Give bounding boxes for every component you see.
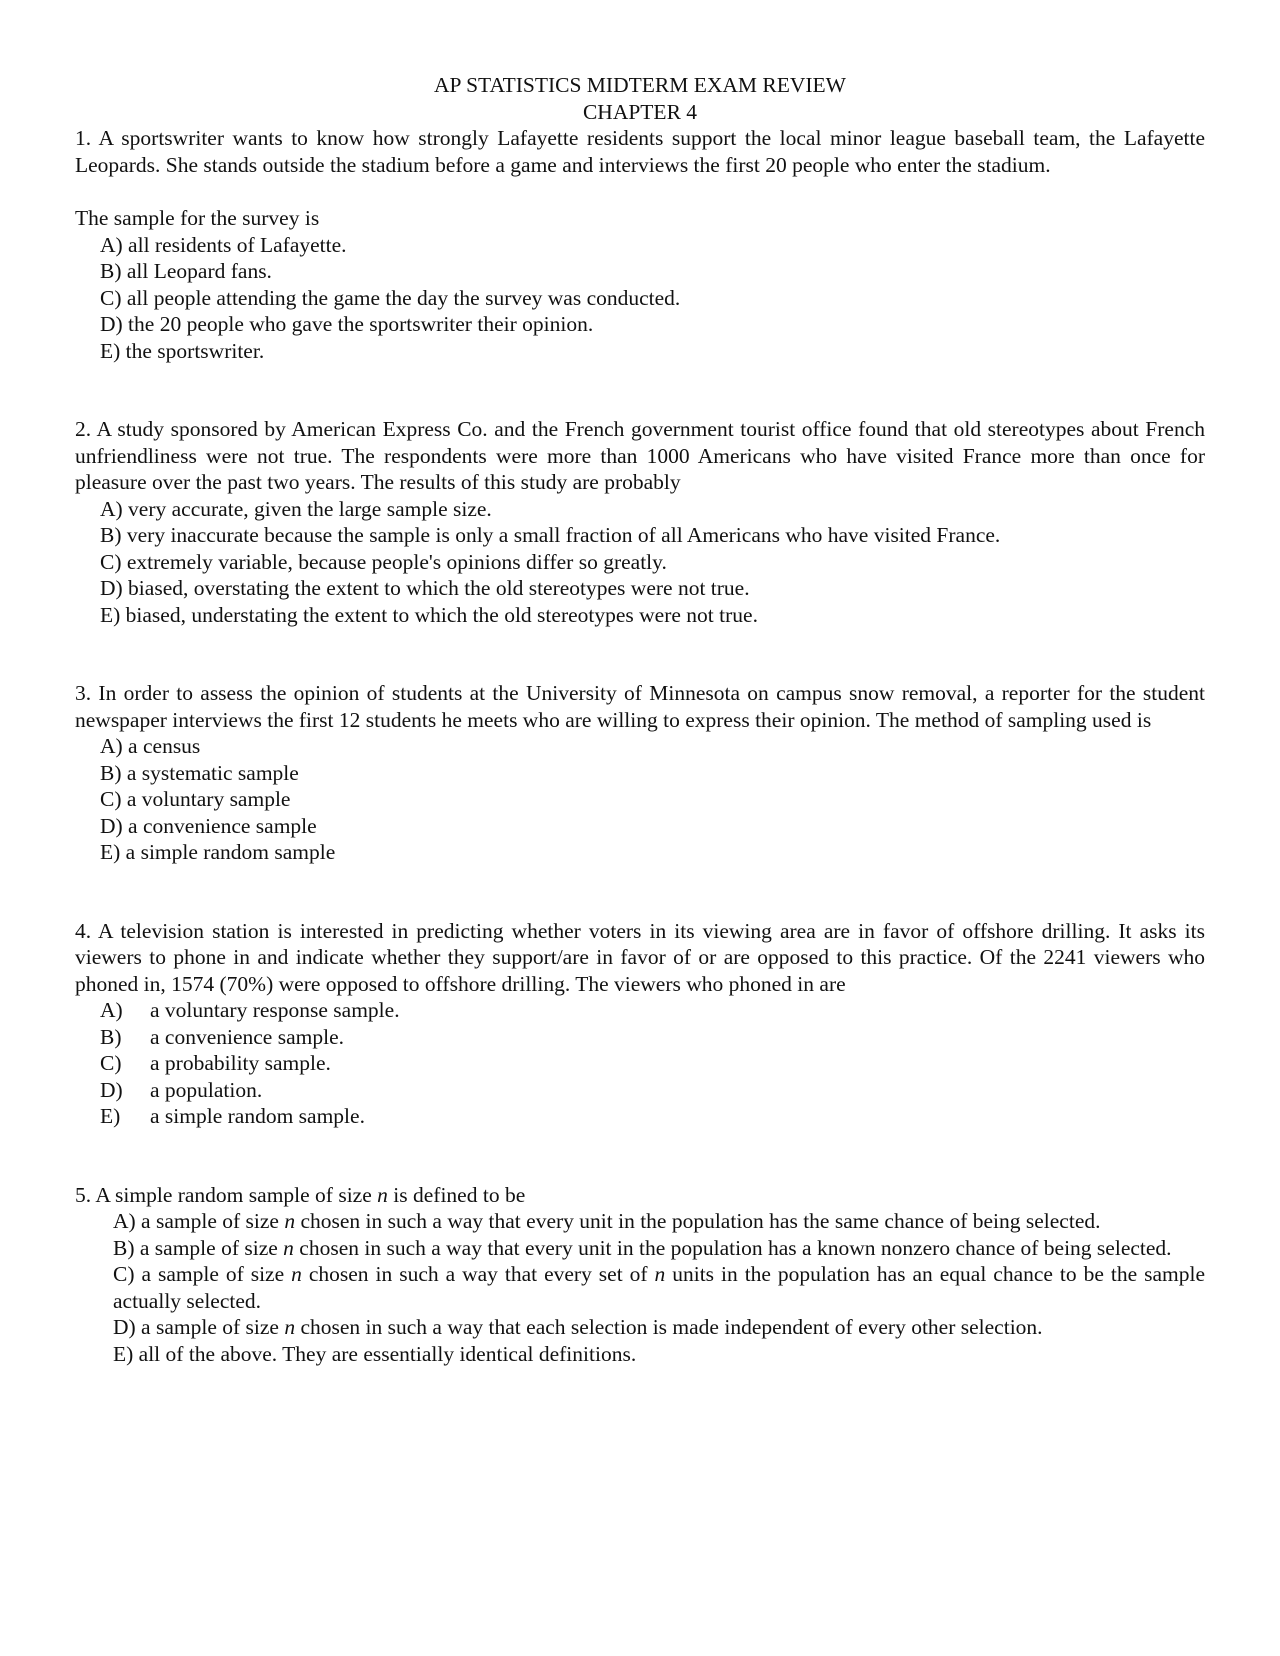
stem-text: 5. A simple random sample of size [75,1182,378,1207]
option-text: B) a sample of size [113,1235,284,1260]
question-1 [75,125,1205,364]
answer-option: E) a simple random sample [100,840,336,864]
option-text: a simple random sample. [150,1104,365,1128]
answer-option: A) all residents of Lafayette. [100,232,347,257]
variable-n: n [283,1235,294,1260]
answer-option [75,1235,1205,1262]
option-text: a convenience sample. [150,1024,345,1049]
question-1-prompt: The sample for the survey is [75,206,320,230]
answer-option [75,1314,1205,1341]
exam-page [75,72,1205,1367]
option-letter: B) [100,1024,122,1049]
answer-option: E) the sportswriter. [100,338,265,363]
option-text: A) a sample of size [113,1209,285,1233]
answer-option [75,1024,1205,1051]
document-title: AP STATISTICS MIDTERM EXAM REVIEW [434,73,846,97]
answer-option: C) a voluntary sample [100,787,291,811]
answer-option: C) all people attending the game the day the survey was conducted. [100,285,681,310]
answer-option: B) a systematic sample [100,760,299,785]
answer-option [75,1103,1205,1130]
option-text: D) a sample of size [113,1315,285,1339]
option-letter: E) [100,1104,121,1128]
question-2-stem: 2. A study sponsored by American Express Co. and the French government tourist office found that old stereotypes about French unfriendliness were not true. The respondents were more than 1000 Americans who have visited France more than once for pleasure over the past two years. The results of this study are probably [75,417,1205,494]
variable-n: n [284,1315,296,1339]
option-text: chosen in such a way that every unit in the population has a known nonzero chance of being selected. [293,1235,1172,1260]
variable-n: n [377,1182,388,1207]
answer-option: A) a census [100,734,201,758]
question-4 [75,918,1205,1130]
answer-option: D) the 20 people who gave the sportswriter their opinion. [100,312,594,336]
answer-option [75,1261,1205,1314]
question-2 [75,416,1205,628]
question-5 [75,1182,1205,1368]
question-5-stem [75,1182,1205,1209]
option-text: chosen in such a way that every set of [301,1262,655,1286]
answer-option [75,1341,1205,1368]
answer-option: D) biased, overstating the extent to which the old stereotypes were not true. [100,576,750,600]
option-text: E) all of the above. They are essentially identical definitions. [113,1341,637,1366]
variable-n: n [284,1209,296,1233]
question-1-stem: 1. A sportswriter wants to know how strongly Lafayette residents support the local minor league baseball team, the Lafayette Leopards. She stands outside the stadium before a game and interviews the first 20 people who enter the stadium. [75,126,1205,177]
question-2-options [75,496,1205,629]
answer-option: B) all Leopard fans. [100,259,272,283]
option-letter: A) [100,998,123,1022]
question-3 [75,680,1205,866]
answer-option: E) biased, understating the extent to which the old stereotypes were not true. [100,602,758,627]
option-letter: D) [100,1077,123,1102]
answer-option [75,1208,1205,1235]
option-letter: C) [100,1051,122,1075]
question-3-stem: 3. In order to assess the opinion of students at the University of Minnesota on campus snow removal, a reporter for the student newspaper interviews the first 12 students he meets who are willing to express their opinion. The method of sampling used is [75,681,1205,732]
option-text: a population. [150,1077,263,1102]
question-5-options [75,1208,1205,1367]
variable-n: n [291,1262,302,1286]
answer-option: D) a convenience sample [100,813,317,838]
variable-n: n [654,1262,666,1286]
question-4-options [75,997,1205,1130]
question-1-options [75,232,1205,365]
chapter-heading: CHAPTER 4 [582,99,698,124]
question-4-stem: 4. A television station is interested in predicting whether voters in its viewing area are in favor of offshore drilling. It asks its viewers to phone in and indicate whether they support/are in favor of or are opposed to this practice. Of the 2241 viewers who phoned in, 1574 (70%) were opposed to offshore drilling. The viewers who phoned in are [75,918,1205,996]
option-text: chosen in such a way that each selection is made independent of every other selection. [295,1315,1043,1339]
option-text: C) a sample of size [113,1262,292,1286]
option-text: chosen in such a way that every unit in the population has the same chance of being selected. [295,1209,1101,1233]
stem-text: is defined to be [387,1182,526,1207]
question-3-options [75,733,1205,866]
answer-option [75,1050,1205,1077]
answer-option [75,1077,1205,1104]
option-text: a probability sample. [150,1051,331,1075]
option-text: a voluntary response sample. [150,998,400,1022]
answer-option: A) very accurate, given the large sample size. [100,496,492,521]
answer-option [75,997,1205,1024]
option-text: units in the population has an equal chance to be the sample actually selected. [113,1262,1205,1313]
answer-option: C) extremely variable, because people's opinions differ so greatly. [100,549,667,574]
answer-option: B) very inaccurate because the sample is only a small fraction of all Americans who have visited France. [100,523,1001,547]
